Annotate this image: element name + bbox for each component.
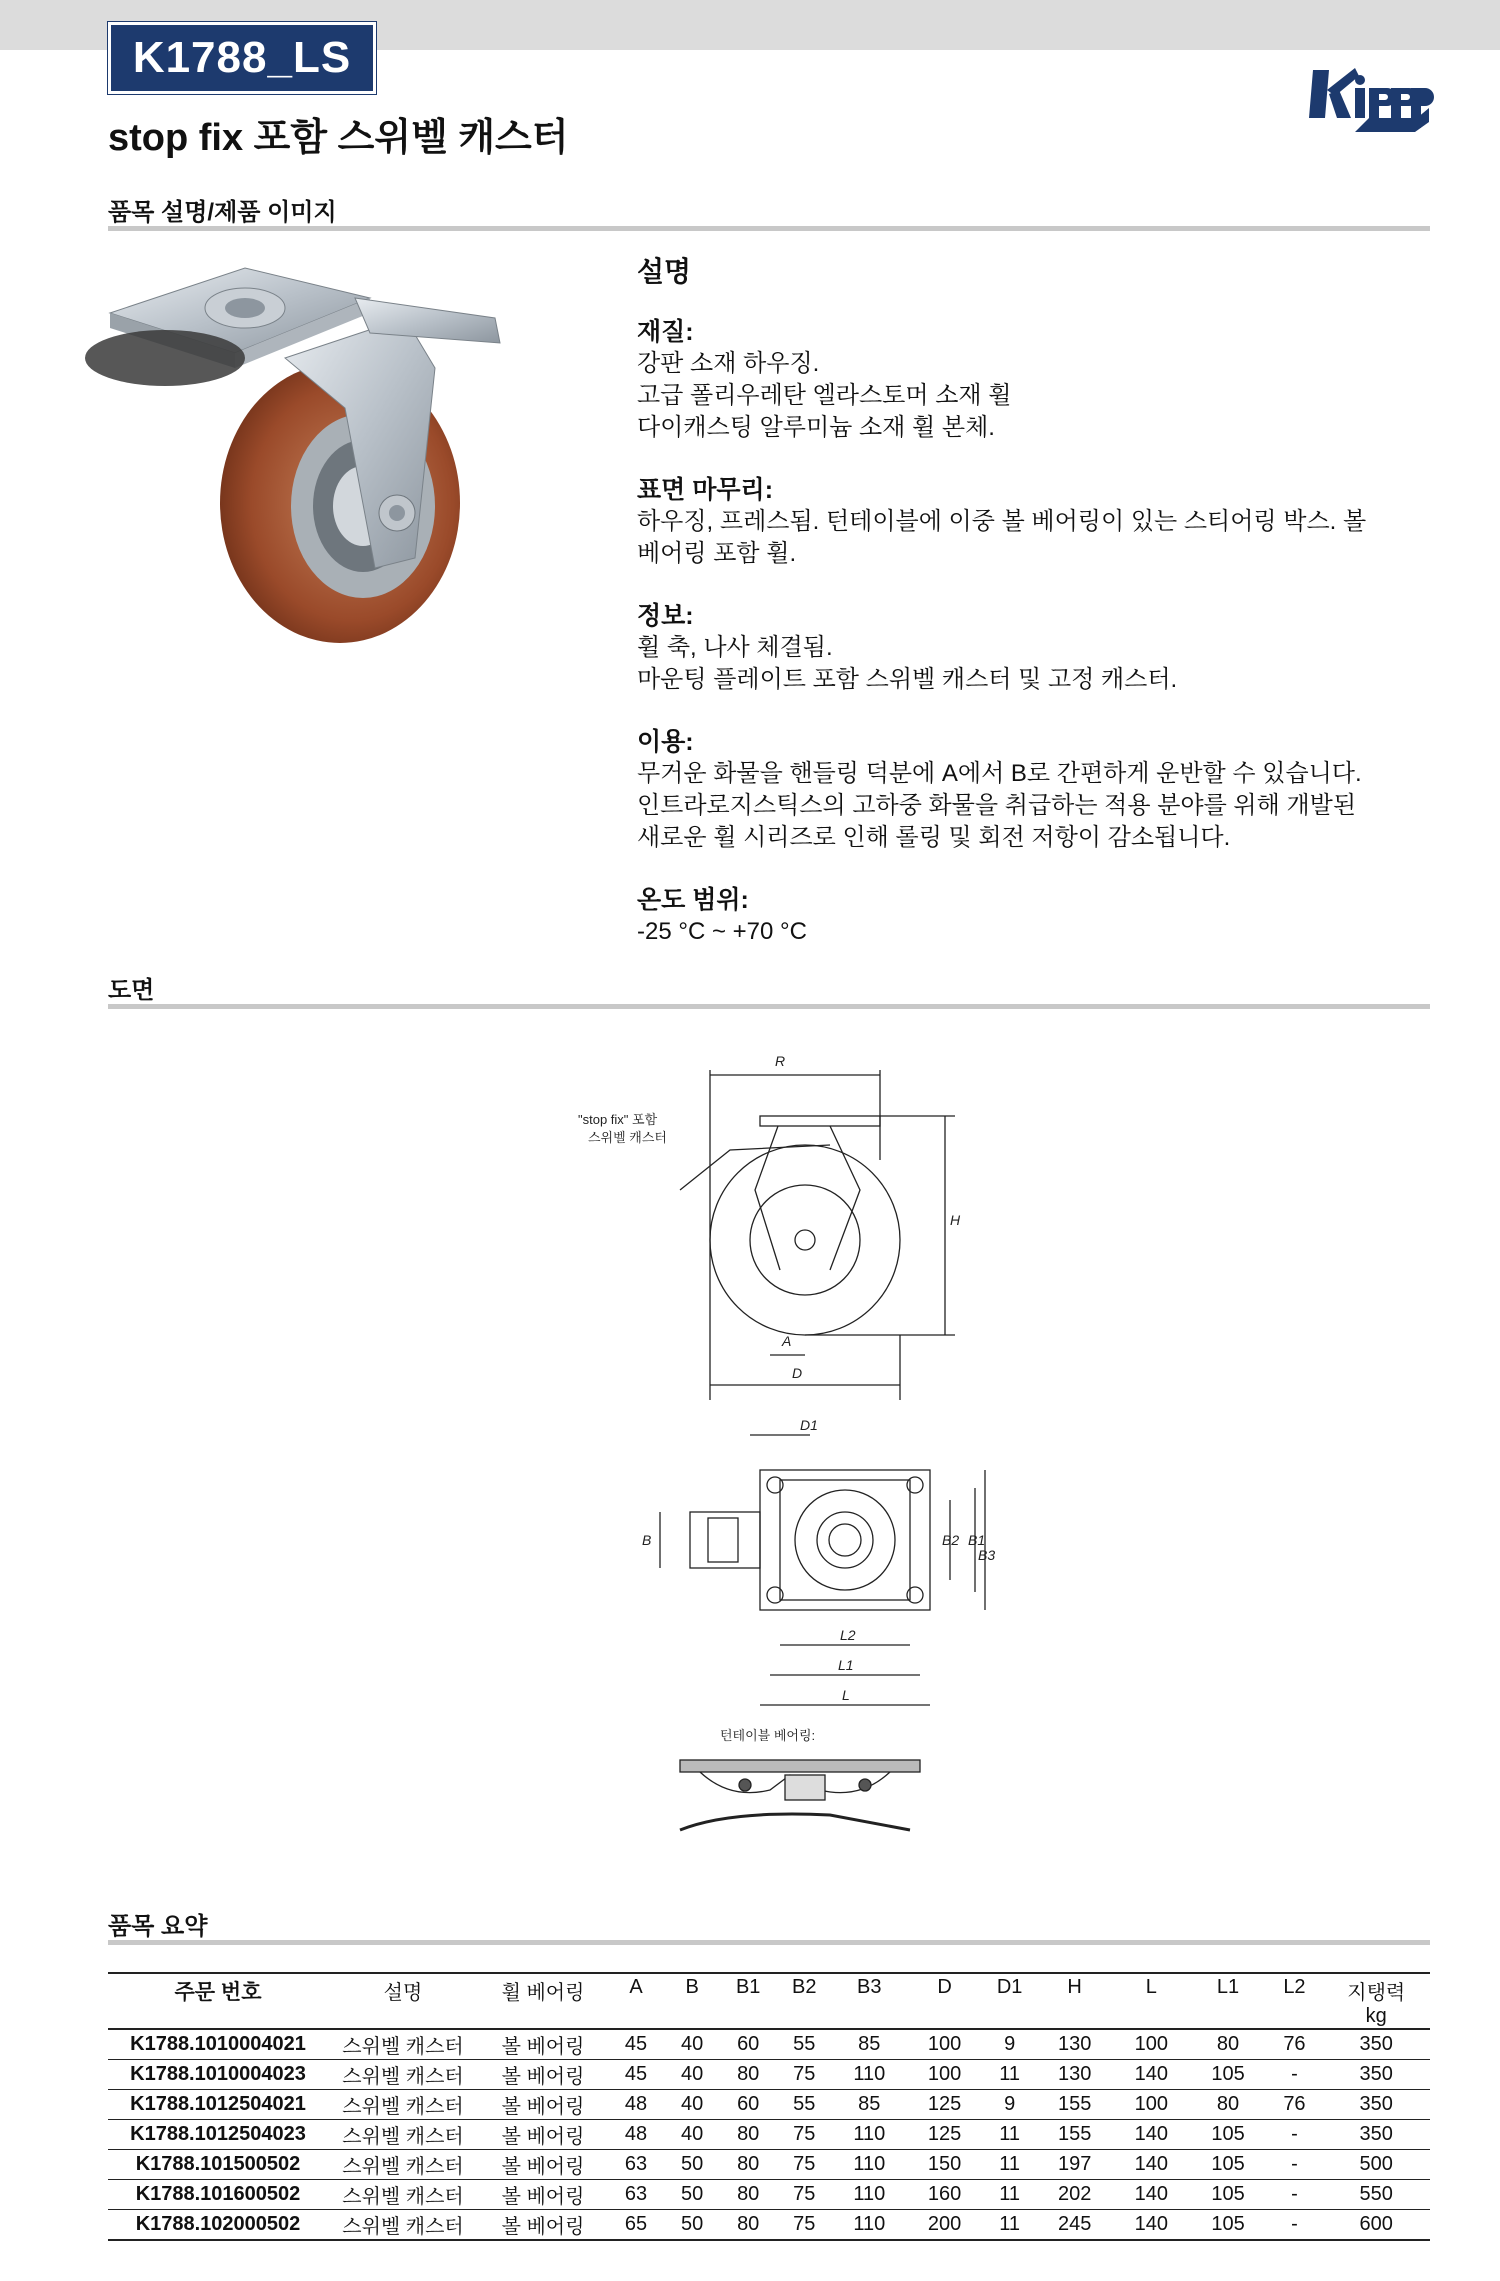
table-cell: 55 [776,2090,832,2120]
table-cell: - [1266,2060,1322,2090]
table-cell: 100 [906,2029,983,2060]
table-cell: 63 [608,2180,664,2210]
table-cell: 100 [1113,2029,1190,2060]
section-divider [108,1940,1430,1945]
table-cell: 스위벨 캐스터 [328,2090,478,2120]
table-cell: 스위벨 캐스터 [328,2029,478,2060]
table-cell: 75 [776,2120,832,2150]
description-heading: 설명 [637,256,692,287]
table-cell: 55 [776,2029,832,2060]
table-cell: 스위벨 캐스터 [328,2150,478,2180]
info-block [637,600,1437,696]
table-cell: 200 [906,2210,983,2241]
table-cell: 48 [608,2090,664,2120]
table-row [108,2029,1430,2060]
finish-block [637,474,1437,570]
table-cell: - [1266,2180,1322,2210]
table-cell: 80 [720,2150,776,2180]
table-row [108,2150,1430,2180]
col-A: A [608,1973,664,2029]
section-divider [108,226,1430,231]
block-label: 온도 범위: [637,886,749,914]
table-cell: 110 [832,2120,906,2150]
product-photo [105,258,535,658]
table-cell: 63 [608,2150,664,2180]
table-cell: 105 [1190,2210,1267,2241]
table-cell: 80 [1190,2090,1267,2120]
turntable-label: 턴테이블 베어링: [720,1728,816,1743]
block-line: 무거운 화물을 핸들링 덕분에 A에서 B로 간편하게 운반할 수 있습니다. [637,760,1362,787]
block-line: 마운팅 플레이트 포함 스위벨 캐스터 및 고정 캐스터. [637,666,1178,693]
section-heading-description: 품목 설명/제품 이미지 [108,199,337,226]
block-line: 고급 폴리우레탄 엘라스토머 소재 휠 [637,382,1012,409]
order-number-cell: K1788.1012504023 [108,2120,328,2150]
dim-L1: L1 [838,1657,854,1673]
block-label: 표면 마무리: [637,476,774,504]
table-cell: 45 [608,2060,664,2090]
table-cell: 155 [1036,2120,1113,2150]
table-row [108,2120,1430,2150]
drawing-caption-1: "stop fix" 포함 [578,1112,658,1127]
col-H: H [1036,1973,1113,2029]
col-L: L [1113,1973,1190,2029]
block-label: 이용: [637,728,694,756]
table-cell: 500 [1322,2150,1430,2180]
table-cell: - [1266,2120,1322,2150]
table-cell: 76 [1266,2090,1322,2120]
table-cell: 155 [1036,2090,1113,2120]
order-number-cell: K1788.101500502 [108,2150,328,2180]
table-cell: 9 [983,2090,1036,2120]
table-cell: 40 [664,2120,720,2150]
page-title: stop fix 포함 스위벨 캐스터 [108,117,569,159]
table-cell: 11 [983,2060,1036,2090]
usage-block [637,726,1437,854]
col-L1: L1 [1190,1973,1267,2029]
table-cell: 11 [983,2150,1036,2180]
dim-B1: B1 [968,1532,986,1548]
dim-A: A [782,1333,792,1349]
table-row [108,2180,1430,2210]
order-number-cell: K1788.102000502 [108,2210,328,2241]
col-B: B [664,1973,720,2029]
table-cell: 110 [832,2060,906,2090]
block-line: 인트라로지스틱스의 고하중 화물을 취급하는 적용 분야를 위해 개발된 [637,792,1357,819]
dim-B: B [642,1532,652,1548]
order-number-cell: K1788.101600502 [108,2180,328,2210]
table-cell: 245 [1036,2210,1113,2241]
table-cell: 11 [983,2180,1036,2210]
dim-R: R [775,1053,786,1069]
col-load-capacity [1322,1973,1430,2029]
dim-L2: L2 [840,1627,856,1643]
table-cell: 80 [720,2210,776,2241]
block-line: 하우징, 프레스됨. 턴테이블에 이중 볼 베어링이 있는 스티어링 박스. 볼 [637,508,1367,535]
table-row [108,2210,1430,2241]
table-cell: 197 [1036,2150,1113,2180]
table-cell: 140 [1113,2060,1190,2090]
table-cell: 125 [906,2120,983,2150]
col-L2: L2 [1266,1973,1322,2029]
section-heading-summary: 품목 요약 [108,1913,208,1940]
table-cell: 50 [664,2180,720,2210]
table-cell: 볼 베어링 [478,2029,608,2060]
table-cell: 350 [1322,2090,1430,2120]
kipp-logo [1305,60,1430,155]
table-cell: 80 [720,2060,776,2090]
table-cell: 40 [664,2029,720,2060]
block-line: 베어링 포함 휠. [637,540,797,567]
table-cell: 85 [832,2029,906,2060]
table-cell: 140 [1113,2210,1190,2241]
table-cell: 202 [1036,2180,1113,2210]
table-cell: 볼 베어링 [478,2150,608,2180]
table-cell: 100 [1113,2090,1190,2120]
table-cell: 550 [1322,2180,1430,2210]
table-cell: 350 [1322,2060,1430,2090]
drawing-caption-2: 스위벨 캐스터 [588,1130,667,1145]
table-cell: 65 [608,2210,664,2241]
table-cell: 11 [983,2210,1036,2241]
block-line: 새로운 휠 시리즈로 인해 롤링 및 회전 저항이 감소됩니다. [637,824,1231,851]
table-cell: 45 [608,2029,664,2060]
load-capacity-label: 지탱력 [1347,1982,1406,2004]
table-cell: 75 [776,2150,832,2180]
table-cell: 스위벨 캐스터 [328,2180,478,2210]
table-header-row [108,1973,1430,2029]
table-cell: 스위벨 캐스터 [328,2060,478,2090]
table-cell: 140 [1113,2150,1190,2180]
table-cell: 130 [1036,2029,1113,2060]
block-line: 강판 소재 하우징. [637,350,820,377]
col-D1: D1 [983,1973,1036,2029]
table-cell: 75 [776,2180,832,2210]
technical-drawing [530,1040,996,1880]
table-cell: 볼 베어링 [478,2060,608,2090]
col-B2: B2 [776,1973,832,2029]
table-cell: 50 [664,2210,720,2241]
dim-B3: B3 [978,1547,996,1563]
block-label: 정보: [637,602,694,630]
table-cell: 볼 베어링 [478,2210,608,2241]
table-row [108,2060,1430,2090]
block-line: 휠 축, 나사 체결됨. [637,634,833,661]
dim-B2: B2 [942,1532,960,1548]
load-unit: kg [1365,2005,1387,2027]
table-cell: 스위벨 캐스터 [328,2210,478,2241]
table-cell: 50 [664,2150,720,2180]
table-cell: 60 [720,2029,776,2060]
table-cell: 125 [906,2090,983,2120]
table-cell: 76 [1266,2029,1322,2060]
table-cell: 40 [664,2060,720,2090]
table-body [108,2029,1430,2240]
table-cell: 볼 베어링 [478,2120,608,2150]
order-number-cell: K1788.1010004021 [108,2029,328,2060]
table-cell: 48 [608,2120,664,2150]
block-line: 다이캐스팅 알루미늄 소재 휠 본체. [637,414,995,441]
col-order-number: 주문 번호 [108,1973,328,2029]
table-cell: 85 [832,2090,906,2120]
table-cell: 11 [983,2120,1036,2150]
block-line: -25 °C ~ +70 °C [637,918,807,945]
order-number-cell: K1788.1010004023 [108,2060,328,2090]
table-cell: 105 [1190,2180,1267,2210]
table-cell: 105 [1190,2120,1267,2150]
table-cell: 140 [1113,2180,1190,2210]
dim-D: D [792,1365,803,1381]
block-label: 재질: [637,318,694,346]
dim-L: L [842,1687,850,1703]
product-code-badge: K1788_LS [108,22,376,94]
table-cell: 볼 베어링 [478,2090,608,2120]
table-cell: 110 [832,2150,906,2180]
table-cell: 60 [720,2090,776,2120]
table-cell: 100 [906,2060,983,2090]
section-heading-drawing: 도면 [108,977,155,1004]
table-cell: 80 [720,2180,776,2210]
table-cell: 80 [720,2120,776,2150]
dim-D1: D1 [800,1417,818,1433]
section-divider [108,1004,1430,1009]
table-cell: 80 [1190,2029,1267,2060]
order-number-cell: K1788.1012504021 [108,2090,328,2120]
table-cell: 40 [664,2090,720,2120]
table-cell: 볼 베어링 [478,2180,608,2210]
temperature-block [637,884,1437,948]
description-panel [637,256,1437,978]
col-description: 설명 [328,1973,478,2029]
material-block [637,316,1437,444]
table-cell: 150 [906,2150,983,2180]
table-cell: 600 [1322,2210,1430,2241]
table-cell: - [1266,2210,1322,2241]
table-cell: 110 [832,2210,906,2241]
table-cell: 350 [1322,2120,1430,2150]
table-cell: 105 [1190,2060,1267,2090]
table-cell: 110 [832,2180,906,2210]
table-cell: 스위벨 캐스터 [328,2120,478,2150]
col-wheel-bearing: 휠 베어링 [478,1973,608,2029]
table-cell: 350 [1322,2029,1430,2060]
table-cell: 75 [776,2210,832,2241]
table-cell: 130 [1036,2060,1113,2090]
dim-H: H [950,1212,961,1228]
table-row [108,2090,1430,2120]
table-cell: 9 [983,2029,1036,2060]
col-D: D [906,1973,983,2029]
col-B3: B3 [832,1973,906,2029]
table-cell: 75 [776,2060,832,2090]
table-cell: 160 [906,2180,983,2210]
table-cell: 105 [1190,2150,1267,2180]
item-summary-table [108,1972,1430,2241]
table-cell: 140 [1113,2120,1190,2150]
table-cell: - [1266,2150,1322,2180]
col-B1: B1 [720,1973,776,2029]
